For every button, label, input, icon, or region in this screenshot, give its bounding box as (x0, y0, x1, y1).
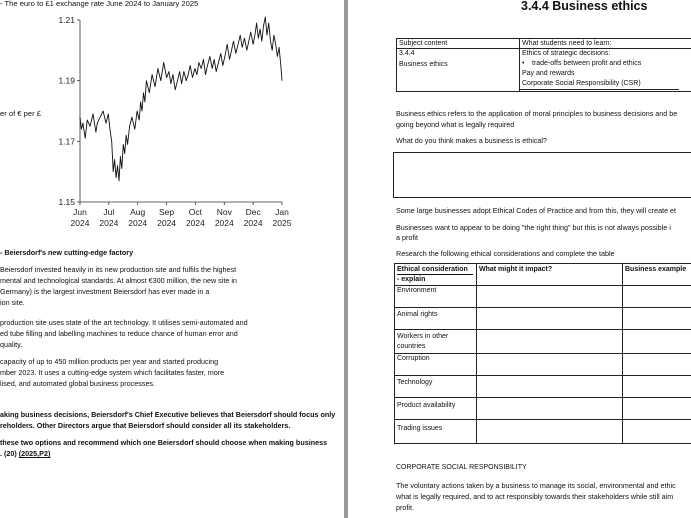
ethics-row-5-label: Technology (397, 379, 433, 386)
ethics-row-7-label: Trading issues (397, 425, 443, 432)
chart-series (80, 17, 282, 181)
para1-line1: Beiersdorf invested heavily in its new production site and fulfils the highest (0, 265, 237, 274)
ethics-row-1-c3[interactable] (622, 285, 691, 308)
ethics-header-1-underline (397, 274, 473, 275)
x-tick-year: 2024 (99, 218, 119, 228)
spec-point-1: Ethics of strategic decisions: (522, 50, 611, 57)
x-tick-year: 2025 (272, 218, 292, 228)
x-tick-year: 2024 (185, 218, 205, 228)
ethics-row-2-label: Animal rights (397, 311, 438, 318)
right-thing-line1: Businesses want to appear to be doing "the right thing" but this is not always possible i (396, 223, 671, 232)
exchange-rate-series-line (80, 17, 282, 181)
ethics-row-3-c2[interactable] (476, 329, 623, 354)
spec-point-3: Pay and rewards (522, 70, 575, 77)
ethics-row-6-c2[interactable] (476, 397, 623, 420)
x-tick-month: Nov (216, 207, 232, 217)
x-tick-month: Oct (188, 207, 203, 217)
ethics-row-4-label: Corruption (397, 355, 430, 362)
para3-line1: capacity of up to 450 million products per year and started producing (0, 357, 219, 366)
ethics-header-3: Business example (625, 266, 687, 273)
ethics-row-5-c3[interactable] (622, 375, 691, 398)
ethics-row-1-c2[interactable] (476, 285, 623, 308)
para3-line2: mber 2023. It uses a cutting-edge system which facilitates faster, more (0, 368, 225, 377)
spec-point-4: Corporate Social Responsibility (CSR) (522, 80, 641, 87)
ethics-row-3-label-line1: Workers in other (397, 333, 449, 340)
x-tick-year: 2024 (243, 218, 263, 228)
y-tick-label: 1.17 (58, 136, 75, 147)
csr-line1: The voluntary actions taken by a business to manage its social, environmental and ethic (396, 481, 676, 490)
x-tick-year: 2024 (157, 218, 177, 228)
para2-line1: production site uses state of the art technology. It utilises semi-automated and (0, 318, 248, 327)
page-title: 3.4.4 Business ethics (521, 0, 648, 13)
question-line2 (0, 449, 50, 458)
ethics-header-2: What might it impact? (479, 266, 553, 273)
spec-ref: 3.4.4 (399, 50, 415, 57)
para4-line1: aking business decisions, Beiersdorf's Chief Executive believes that Beiersdorf should focus only (0, 410, 336, 419)
definition-line1: Business ethics refers to the application of moral principles to business decisions and be (396, 109, 678, 118)
ethics-row-1-label: Environment (397, 287, 437, 294)
ethics-row-4-c2[interactable] (476, 353, 623, 376)
spec-header-left: Subject content (399, 40, 448, 47)
csr-heading: CORPORATE SOCIAL RESPONSIBILITY (396, 464, 527, 471)
y-tick-label: 1.21 (58, 15, 75, 25)
y-axis-label: er of € per £ (0, 109, 41, 118)
ethics-row-4-c3[interactable] (622, 353, 691, 376)
ethics-header-1-line2: - explain (397, 276, 426, 283)
ethics-row-2-c2[interactable] (476, 307, 623, 330)
para2-line3: quality. (0, 340, 23, 349)
x-tick-year: 2024 (128, 218, 148, 228)
chart-title: - The euro to £1 exchange rate June 2024 to January 2025 (0, 0, 199, 8)
question-line1: these two options and recommend which one Beiersdorf should choose when making business (0, 438, 328, 447)
definition-line2: going beyond what is legally required (396, 120, 515, 129)
ethics-row-3-label-line2: countries (397, 343, 426, 350)
exchange-rate-line-chart (0, 10, 300, 235)
x-tick-month: Jan (275, 207, 289, 217)
left-document-page (0, 0, 344, 518)
ethical-question: What do you think makes a business is ethical? (396, 136, 548, 145)
question-marks: . (20) (0, 449, 19, 458)
y-tick-label: 1.15 (58, 197, 75, 207)
question-reference: (2025,P2) (18, 449, 51, 458)
para1-line2: mental and technological standards. At almost €300 million, the new site in (0, 276, 237, 285)
spec-underline (519, 89, 679, 90)
spec-header-right: What students need to learn: (522, 40, 612, 47)
x-tick-month: Dec (245, 207, 261, 217)
para4-line2: reholders. Other Directors argue that Beiersdorf should consider all its stakeholders. (0, 421, 291, 430)
ethics-row-3-c3[interactable] (622, 329, 691, 354)
csr-line3: profit. (396, 503, 414, 512)
x-tick-month: Sep (159, 207, 175, 217)
right-document-page (348, 0, 691, 518)
x-tick-month: Jun (73, 207, 87, 217)
spec-topic: Business ethics (399, 61, 448, 68)
x-tick-month: Jul (103, 207, 115, 217)
section-heading: - Beiersdorf's new cutting-edge factory (0, 248, 134, 257)
research-line: Research the following ethical considerations and complete the table (396, 249, 615, 258)
spec-point-2: trade-offs between profit and ethics (532, 60, 642, 67)
answer-box[interactable] (393, 152, 691, 198)
ethics-row-7-c3[interactable] (622, 419, 691, 444)
x-tick-year: 2024 (214, 218, 234, 228)
codes-line: Some large businesses adopt Ethical Codes of Practice and from this, they will create et (396, 206, 677, 215)
csr-line2: what is legally required, and to act responsibly towards their stakeholders while still aim (396, 492, 674, 501)
ethics-row-5-c2[interactable] (476, 375, 623, 398)
spec-bullet: • (522, 60, 525, 67)
ethics-row-7-c2[interactable] (476, 419, 623, 444)
y-tick-label: 1.19 (58, 75, 75, 86)
x-tick-year: 2024 (70, 218, 90, 228)
ethics-row-6-label: Product availability (397, 402, 456, 409)
ethics-header-1-line1: Ethical consideration (397, 266, 468, 273)
ethics-row-2-c3[interactable] (622, 307, 691, 330)
chart-ticks (58, 15, 291, 228)
ethics-row-6-c3[interactable] (622, 397, 691, 420)
chart-axes (80, 20, 282, 202)
right-thing-line2: a profit (396, 233, 418, 242)
x-tick-month: Aug (130, 207, 146, 217)
para3-line3: lised, and automated global business processes. (0, 379, 156, 388)
para2-line2: ed tube filling and labelling machines to reduce chance of human error and (0, 329, 238, 338)
para1-line3: Germany) is the largest investment Beiersdorf has ever made in a (0, 287, 210, 296)
para1-line4: ion site. (0, 298, 25, 307)
